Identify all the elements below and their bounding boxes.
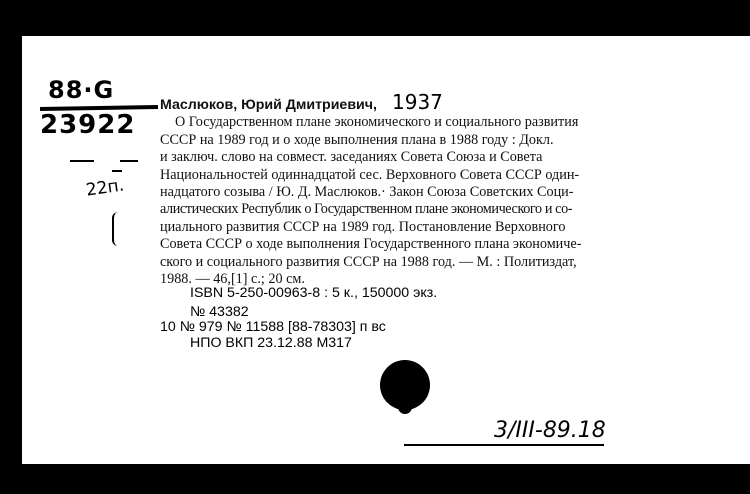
entry-line: 1988. — 46,[1] с.; 20 см. (160, 271, 305, 288)
entry-line: надцатого созыва / Ю. Д. Маслюков.· Закон Союза Советских Соци- (160, 184, 574, 201)
entry-line: О Государственном плане экономического и социального развития (175, 114, 579, 131)
call-number-bottom: 23922 (40, 110, 136, 140)
npo-line: НПО ВКП 23.12.88 М317 (190, 335, 352, 351)
isbn-line: ISBN 5-250-00963-8 : 5 к., 150000 экз. (190, 285, 438, 301)
entry-line: циального развития СССР на 1989 год. Постановление Верховного (160, 218, 566, 235)
margin-bracket (112, 212, 120, 246)
date-underline (404, 444, 604, 446)
margin-dash (120, 160, 138, 162)
handwritten-date: 3/III-89.18 (494, 418, 606, 443)
accession-number: № 43382 (190, 304, 249, 320)
entry-line: ского и социального развития СССР на 1988 год. — М. : Политиздат, (160, 253, 577, 270)
entry-line: алистических Республик о Государственном плане экономического и со- (160, 201, 573, 218)
entry-line: СССР на 1989 год и о ходе выполнения плана в 1988 году : Докл. (160, 131, 554, 148)
author-heading: Маслюков, Юрий Дмитриевич, (160, 97, 377, 113)
imprint-block (160, 0, 722, 494)
entry-line: Национальностей одиннадцатой сес. Верховного Совета СССР один- (160, 166, 580, 183)
entry-line: Совета СССР о ходе выполнения Государственного плана экономиче- (160, 236, 582, 253)
entry-line: и заключ. слово на совмест. заседаниях Совета Союза и Совета (160, 149, 543, 166)
registry-line: 10 № 979 № 11588 [88-78303] п вс (160, 319, 386, 335)
margin-dash (70, 160, 94, 162)
handwritten-year: 1937 (392, 90, 443, 114)
margin-dash (112, 170, 122, 172)
call-number-top: 88·G (48, 76, 115, 104)
margin-note: 22п. (84, 175, 126, 201)
punch-hole-tail (398, 398, 412, 414)
